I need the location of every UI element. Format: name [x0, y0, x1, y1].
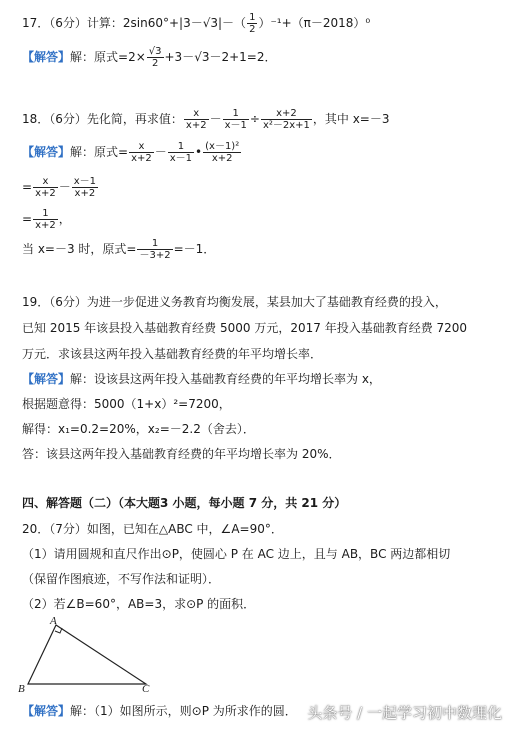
answer-tag: 【解答】	[22, 145, 71, 159]
q17-question: 17．（6分）计算：2sin60°+|3－√3|－（ $\frac{1}{2}$ ）⁻¹+（π－2018）⁰	[22, 12, 371, 35]
answer-tag: 【解答】	[22, 372, 71, 386]
q20-line4: （2）若∠B=60°，AB=3，求⊙P 的面积．	[22, 597, 256, 611]
answer-tag: 【解答】	[22, 704, 71, 718]
q18-answer-line3: = $\frac{1}{x+2}$ ，	[22, 208, 71, 231]
fraction-half: $\frac{1}{2}$	[249, 12, 256, 35]
q19-line1: 19．（6分）为进一步促进义务教育均衡发展，某县加大了基础教育经费的投入，	[22, 295, 447, 309]
q18-answer-line4: 当 x=－3 时，原式= $\frac{1}{-3+2}$ =－1．	[22, 238, 216, 261]
watermark: 头条号 / 一起学习初中数理化	[307, 704, 502, 722]
q20-line2: （1）请用圆规和直尺作出⊙P，使圆心 P 在 AC 边上，且与 AB，BC 两边都相切	[22, 547, 451, 561]
q18-answer-line1: 【解答】解：原式= $\frac{x}{x+2}$ － $\frac{1}{x-1}$ • $\frac{\text{(x－1)²}}{x+2}$	[22, 141, 240, 164]
q19-answer-line3: 解得：x₁=0.2=20%，x₂=－2.2（舍去）．	[22, 422, 255, 436]
q19-answer-line2: 根据题意得：5000（1+x）²=7200，	[22, 397, 231, 411]
q19-line3: 万元．求该县这两年投入基础教育经费的年平均增长率．	[22, 347, 323, 361]
triangle-abc	[28, 625, 146, 684]
label-b: B	[18, 683, 25, 694]
q19-answer-line1: 【解答】解：设该县这两年投入基础教育经费的年平均增长率为 x，	[22, 372, 381, 386]
q20-answer: 【解答】解：（1）如图所示，则⊙P 为所求作的圆．	[22, 704, 297, 718]
answer-tag: 【解答】	[22, 50, 71, 64]
q20-line3: （保留作图痕迹，不写作法和证明）．	[22, 572, 221, 586]
q20-line1: 20．（7分）如图，已知在△ABC 中，∠A=90°．	[22, 522, 283, 536]
q18-question: 18．（6分）先化简，再求值： $\frac{x}{x+2}$ － $\frac{1}{x-1}$ ÷ $\frac{x+2}{\text{x²－2x+1}}$ ，其中 x=－3	[22, 108, 390, 131]
label-c: C	[142, 683, 150, 694]
q18-answer-line2: = $\frac{x}{x+2}$ － $\frac{x-1}{x+2}$	[22, 176, 97, 199]
q19-line2: 已知 2015 年该县投入基础教育经费 5000 万元，2017 年投入基础教育经费 7200	[22, 321, 468, 335]
section-title: 四、解答题（二）（本大题3 小题，每小题 7 分，共 21 分）	[22, 496, 347, 510]
q17-answer: 【解答】解：原式=2× $\frac{√3}{2}$ +3－√3－2+1=2．	[22, 46, 277, 69]
triangle-abc-figure	[14, 614, 184, 694]
q19-answer-line4: 答：该县这两年投入基础教育经费的年平均增长率为 20%．	[22, 447, 341, 461]
fraction-sqrt3-over-2: $\frac{√3}{2}$	[148, 46, 162, 69]
label-a: A	[50, 615, 57, 627]
